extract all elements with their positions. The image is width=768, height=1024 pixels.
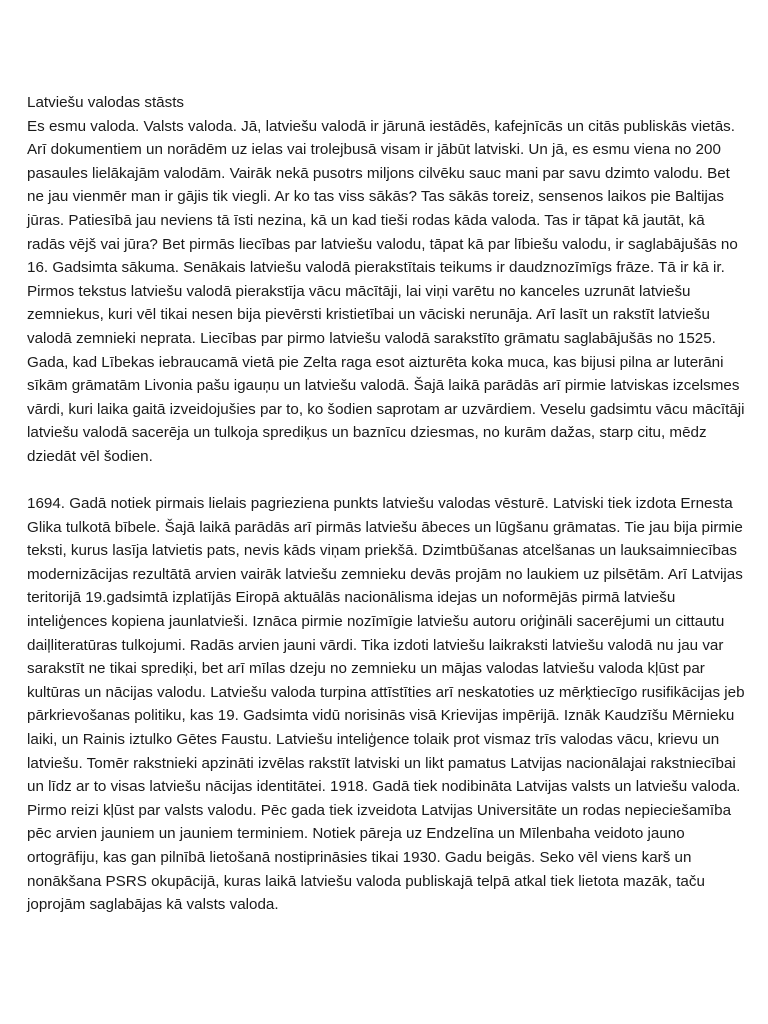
paragraph-2: 1694. Gadā notiek pirmais lielais pagrieziena punkts latviešu valodas vēsturē. Latviski tiek izdota Ernesta Glika tulkotā bībele. Šajā laikā parādās arī pirmās latviešu ābeces un lūgšanu grāmatas. Tie jau bija pirmie teksti, kurus lasīja latvietis pats, nevis kāds viņam priekšā. Dzimtbūšanas atcelšanas un lauksaimniecības modernizācijas rezultātā arvien vairāk latviešu zemnieku devās projām no laukiem uz pilsētām. Arī Latvijas teritorijā 19.gadsimtā izplatījās Eiropā aktuālās nacionālisma idejas un noformējās pirmā latviešu inteliģences kopiena jaunlatvieši. Iznāca pirmie nozīmīgie latviešu autoru oriģināli sacerējumi un cittautu daiļliteratūras tulkojumi. Radās arvien jauni vārdi. Tika izdoti latviešu laikraksti latviešu valodā nu jau var sarakstīt ne tikai sprediķi, bet arī mīlas dzeju no zemnieku un mājas valodas latviešu valoda kļūst par kultūras un nācijas valodu. Latviešu valoda turpina attīstīties arī neskatoties uz mērķtiecīgo rusifikācijas jeb pārkrievošanas politiku, kas 19. Gadsimta vidū norisinās visā Krievijas impērijā. Iznāk Kaudzīšu Mērnieku laiki, un Rainis iztulko Gētes Faustu. Latviešu inteliģence tolaik prot vismaz trīs valodas vācu, krievu un latviešu. Tomēr rakstnieki apzināti izvēlas rakstīt latviski un likt pamatus Latvijas nacionālajai rakstniecībai un līdz ar to visas latviešu nācijas identitātei. 1918. Gadā tiek nodibināta Latvijas valsts un latviešu valoda. Pirmo reizi kļūst par valsts valodu. Pēc gada tiek izveidota Latvijas Universitāte un rodas nepieciešamība pēc arvien jauniem un jauniem terminiem. Notiek pāreja uz Endzelīna un Mīlenbaha veidoto jauno ortogrāfiju, kas gan pilnībā lietošanā nostiprināsies tikai 1930. Gadu beigās. Seko vēl viens karš un nonākšana PSRS okupācijā, kuras laikā latviešu valoda publiskajā telpā atkal tiek lietota mazāk, taču joprojām saglabājas kā valsts valoda.: [27, 495, 745, 914]
document-body: [27, 91, 745, 917]
paragraph-1: Es esmu valoda. Valsts valoda. Jā, latviešu valodā ir jārunā iestādēs, kafejnīcās un citās publiskās vietās. Arī dokumentiem un norādēm uz ielas vai trolejbusā visam ir jābūt latviski. Un jā, es esmu viena no 200 pasaules lielākajām valodām. Vairāk nekā pusotrs miljons cilvēku sauc mani par savu dzimto valodu. Bet ne jau vienmēr man ir gājis tik viegli. Ar ko tas viss sākās? Tas sākās toreiz, sensenos laikos pie Baltijas jūras. Patiesībā jau neviens tā īsti nezina, kā un kad tieši rodas kāda valoda. Tas ir tāpat kā jautāt, kā radās vējš vai jūra? Bet pirmās liecības par latviešu valodu, tāpat kā par lībiešu valodu, ir saglabājušās no 16. Gadsimta sākuma. Senākais latviešu valodā pierakstītais teikums ir daudznozīmīgs frāze. Tā ir kā ir. Pirmos tekstus latviešu valodā pierakstīja vācu mācītāji, lai viņi varētu no kanceles uzrunāt latviešu zemniekus, kuri vēl tikai nesen bija pievērsti kristietībai un vāciski nerunāja. Arī lasīt un rakstīt latviešu valodā zemnieki neprata. Liecības par pirmo latviešu valodā sarakstīto grāmatu saglabājušās no 1525. Gada, kad Lībekas iebraucamā vietā pie Zelta raga esot aizturēta koka muca, kas bijusi pilna ar luterāni sīkām grāmatām Livonia pašu igauņu un latviešu valodā. Šajā laikā parādās arī pirmie latviskas izcelsmes vārdi, kuri laika gaitā izveidojušies par to, ko šodien saprotam ar uzvārdiem. Veselu gadsimtu vācu mācītāji latviešu valodā sacerēja un tulkoja sprediķus un baznīcu dziesmas, no kurām dažas, starp citu, mēdz dziedāt vēl šodien.: [27, 117, 745, 465]
document-title: Latviešu valodas stāsts: [27, 94, 185, 111]
